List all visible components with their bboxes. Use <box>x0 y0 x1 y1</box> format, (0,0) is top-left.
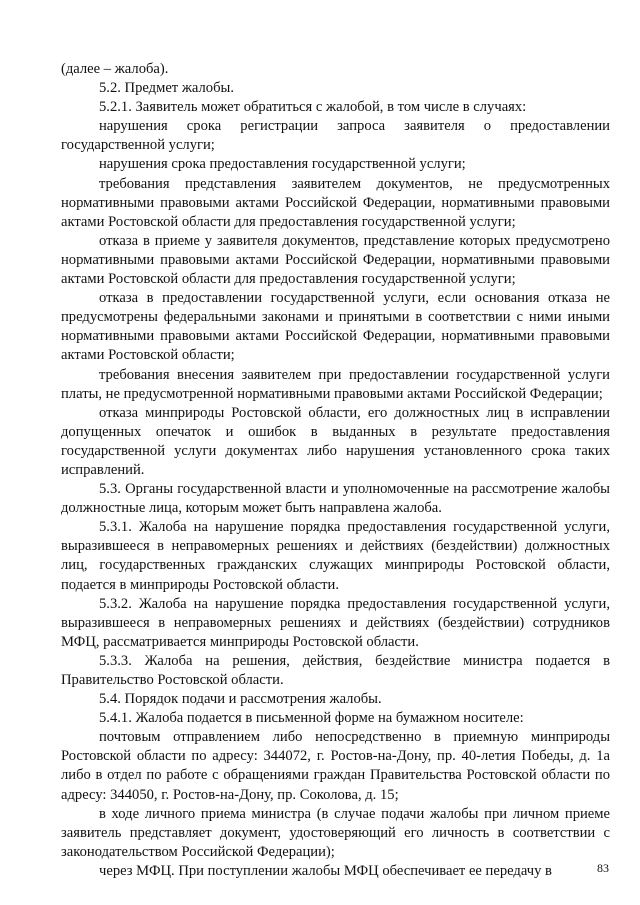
case-item: требования внесения заявителем при предоставлении государственной услуги платы, не предусмотренной нормативными правовыми актами Российской Федерации; <box>61 366 610 402</box>
submission-method: в ходе личного приема министра (в случае подачи жалобы при личном приеме заявитель представляет документ, удостоверяющий его личность в соответствии с законодательством Российской Федерации); <box>61 805 610 860</box>
case-item: нарушения срока регистрации запроса заявителя о предоставлении государственной услуги; <box>61 118 610 154</box>
section-5-3-3: 5.3.3. Жалоба на решения, действия, бездействие министра подается в Правительство Ростовской области. <box>61 652 610 688</box>
case-item: требования представления заявителем документов, не предусмотренных нормативными правовыми актами Российской Федерации, нормативными правовыми актами Ростовской области для предоставления государственной услуги; <box>61 175 610 230</box>
section-5-4-heading: 5.4. Порядок подачи и рассмотрения жалобы. <box>99 691 382 708</box>
document-body <box>61 60 610 881</box>
section-5-3-heading: 5.3. Органы государственной власти и уполномоченные на рассмотрение жалобы должностные лица, которым может быть направлена жалоба. <box>61 481 610 517</box>
section-5-3-1: 5.3.1. Жалоба на нарушение порядка предоставления государственной услуги, выразившееся в неправомерных решениях и действиях (бездействии) должностных лиц, государственных гражданских служащих минприроды Ростовской области, подается в минприроды Ростовской области. <box>61 519 610 593</box>
page-number: 83 <box>597 861 609 875</box>
section-5-4-1: 5.4.1. Жалоба подается в письменной форме на бумажном носителе: <box>99 710 524 727</box>
case-item: отказа в приеме у заявителя документов, представление которых предусмотрено нормативными правовыми актами Российской Федерации, нормативными правовыми актами Ростовской области для предоставления государственной услуги; <box>61 232 610 288</box>
section-5-3-2: 5.3.2. Жалоба на нарушение порядка предоставления государственной услуги, выразившееся в неправомерных решениях и действиях (бездействии) сотрудников МФЦ, рассматривается минприроды Ростовской области. <box>61 595 610 650</box>
case-item: отказа минприроды Ростовской области, его должностных лиц в исправлении допущенных опечаток и ошибок в выданных в результате предоставления государственной услуги документах либо нарушения установленного срока таких исправлений. <box>61 404 610 478</box>
submission-method: почтовым отправлением либо непосредственно в приемную минприроды Ростовской области по адресу: 344072, г. Ростов-на-Дону, пр. 40-летия Победы, д. 1а либо в отдел по работе с обращениями граждан Правительства Ростовской области по адресу: 344050, г. Ростов-на-Дону, пр. Соколова, д. 15; <box>61 729 610 803</box>
section-5-2-heading: 5.2. Предмет жалобы. <box>99 80 234 97</box>
submission-method: через МФЦ. При поступлении жалобы МФЦ обеспечивает ее передачу в <box>99 862 552 879</box>
case-item: отказа в предоставлении государственной услуги, если основания отказа не предусмотрены федеральными законами и принятыми в соответствии с ними иными нормативными правовыми актами Российской Федерации, нормативными правовыми актами Ростовской области; <box>61 290 610 364</box>
case-item: нарушения срока предоставления государственной услуги; <box>99 156 466 173</box>
paragraph-continuation: (далее – жалоба). <box>61 61 169 77</box>
section-5-2-1: 5.2.1. Заявитель может обратиться с жалобой, в том числе в случаях: <box>99 99 527 116</box>
